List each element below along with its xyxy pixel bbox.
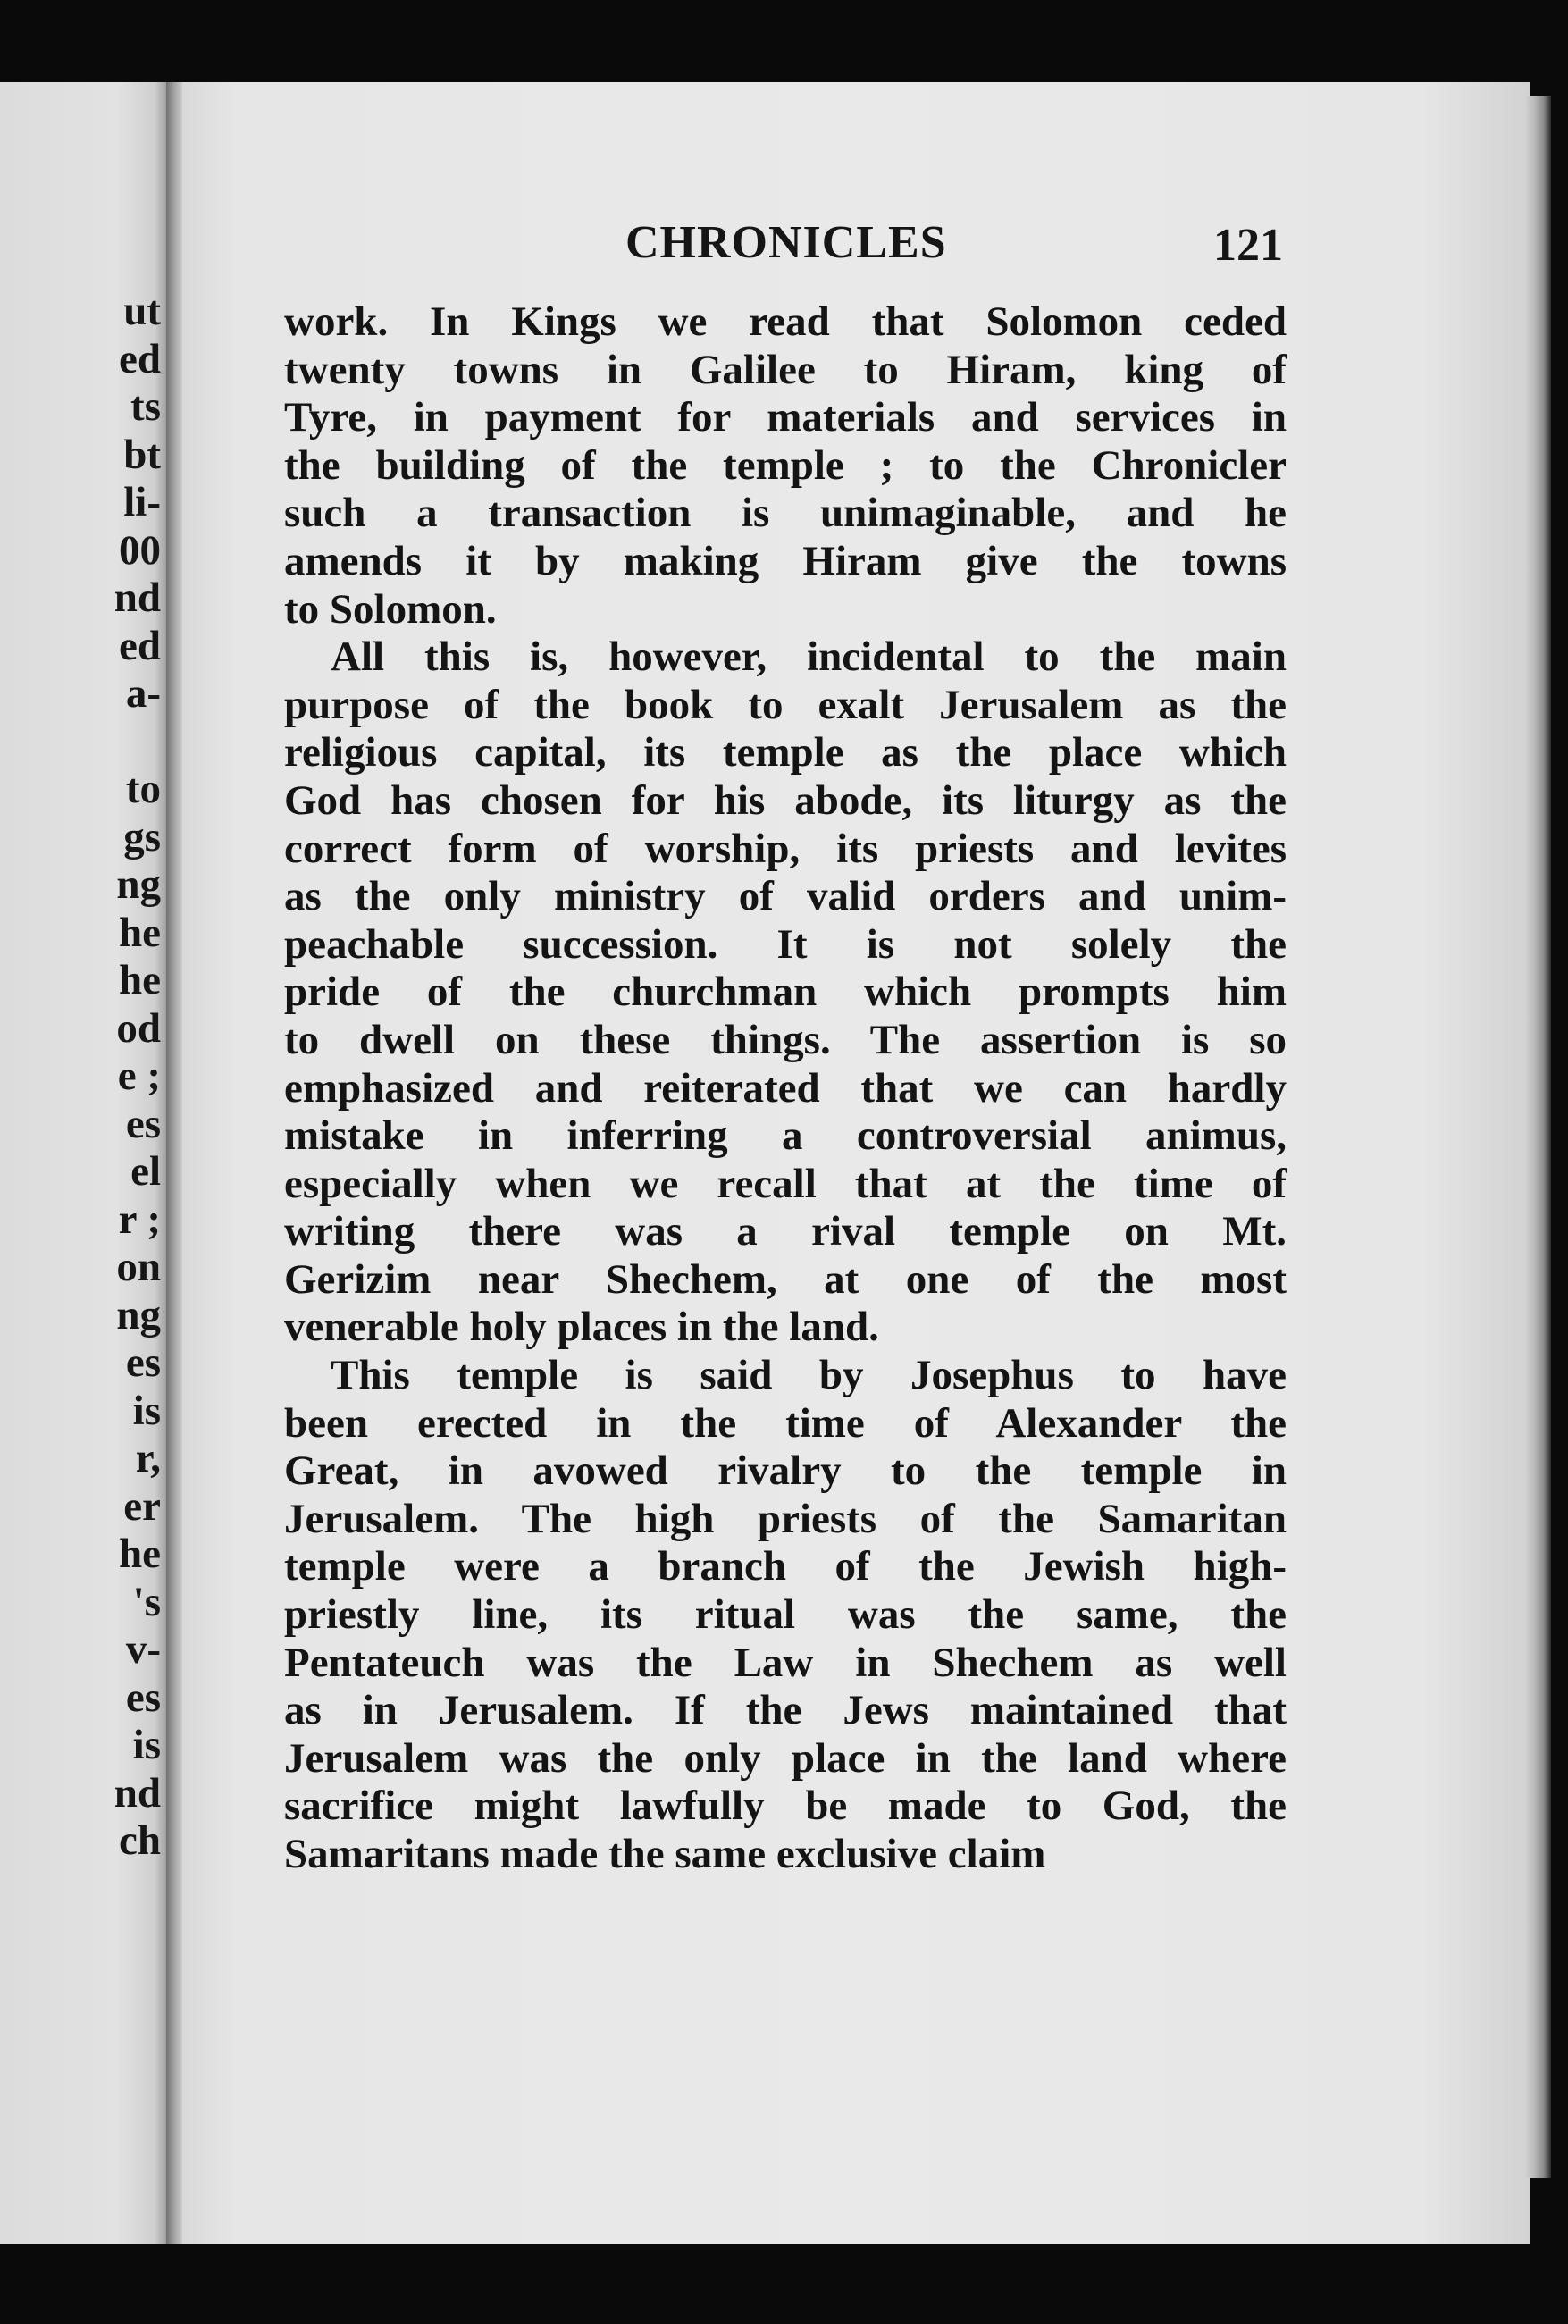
facing-page-fragment: to bbox=[125, 766, 161, 812]
text-line: amends it by making Hiram give the towns bbox=[284, 537, 1287, 584]
facing-page-fragment: ng bbox=[116, 861, 161, 908]
facing-page-fragment: od bbox=[116, 1004, 161, 1052]
text-line: This temple is said by Josephus to have bbox=[331, 1352, 1287, 1399]
text-line: emphasized and reiterated that we can hardly bbox=[284, 1064, 1287, 1112]
running-head: CHRONICLES bbox=[625, 217, 947, 268]
facing-page-fragment: a- bbox=[125, 670, 161, 717]
facing-page-fragment: es bbox=[125, 1339, 161, 1386]
body-text bbox=[284, 298, 1287, 1879]
text-line: Great, in avowed rivalry to the temple in bbox=[284, 1447, 1287, 1495]
text-line: twenty towns in Galilee to Hiram, king of bbox=[284, 346, 1287, 393]
text-line: been erected in the time of Alexander the bbox=[284, 1399, 1287, 1447]
paragraph bbox=[284, 1352, 1287, 1879]
text-line: to dwell on these things. The assertion is so bbox=[284, 1016, 1287, 1063]
paragraph bbox=[284, 298, 1287, 633]
facing-page-fragment: ts bbox=[130, 383, 161, 430]
facing-page-fragment: bt bbox=[123, 431, 161, 478]
text-line: pride of the churchman which prompts him bbox=[284, 969, 1287, 1016]
text-line: temple were a branch of the Jewish high- bbox=[284, 1543, 1287, 1590]
text-line: Gerizim near Shechem, at one of the most bbox=[284, 1255, 1287, 1303]
text-line: especially when we recall that at the time of bbox=[284, 1160, 1287, 1207]
text-line: religious capital, its temple as the place which bbox=[284, 729, 1287, 776]
text-line: Jerusalem was the only place in the land where bbox=[284, 1734, 1287, 1782]
facing-page-fragment: r ; bbox=[118, 1196, 161, 1243]
facing-page-text-fragments bbox=[114, 288, 161, 1866]
facing-page-fragment: nd bbox=[113, 575, 161, 621]
facing-page-fragment: ed bbox=[119, 622, 161, 669]
text-line: Tyre, in payment for materials and services in bbox=[284, 394, 1287, 441]
page-number: 121 bbox=[1213, 220, 1283, 271]
text-line: writing there was a rival temple on Mt. bbox=[284, 1208, 1287, 1255]
facing-page-fragment: ng bbox=[116, 1291, 161, 1338]
text-line: peachable succession. It is not solely the bbox=[284, 920, 1287, 968]
text-line: mistake in inferring a controversial animus, bbox=[284, 1112, 1287, 1160]
text-line: as in Jerusalem. If the Jews maintained that bbox=[284, 1687, 1287, 1734]
text-line: God has chosen for his abode, its liturgy as the bbox=[284, 776, 1287, 824]
text-line: the building of the temple ; to the Chronicler bbox=[284, 441, 1287, 489]
fragment-gap bbox=[114, 718, 161, 767]
paragraph bbox=[284, 633, 1287, 1352]
text-line: correct form of worship, its priests and levites bbox=[284, 825, 1287, 872]
text-line: All this is, however, incidental to the main bbox=[331, 633, 1287, 681]
facing-page-fragment: er bbox=[123, 1482, 161, 1530]
text-line: sacrifice might lawfully be made to God, the bbox=[284, 1783, 1287, 1830]
facing-page-fragment: e ; bbox=[117, 1053, 161, 1099]
facing-page-fragment: r, bbox=[135, 1435, 161, 1481]
facing-page-fragment: el bbox=[130, 1148, 161, 1195]
facing-page-fragment: es bbox=[125, 1100, 161, 1147]
facing-page-fragment: gs bbox=[123, 813, 161, 860]
page-edge-shadow bbox=[1526, 96, 1551, 2178]
facing-page-fragment: he bbox=[119, 957, 161, 1003]
facing-page-fragment: ut bbox=[123, 288, 161, 334]
facing-page-fragment: ch bbox=[119, 1817, 161, 1864]
facing-page-left bbox=[0, 82, 168, 2244]
text-line: priestly line, its ritual was the same, the bbox=[284, 1591, 1287, 1639]
facing-page-fragment: he bbox=[119, 909, 161, 956]
text-line: Samaritans made the same exclusive claim bbox=[284, 1831, 1046, 1877]
text-line: purpose of the book to exalt Jerusalem as the bbox=[284, 681, 1287, 728]
facing-page-fragment: 00 bbox=[119, 526, 161, 574]
facing-page-fragment: li- bbox=[123, 479, 161, 525]
text-line: as the only ministry of valid orders and unim- bbox=[284, 873, 1287, 920]
text-line: to Solomon. bbox=[284, 585, 497, 633]
book-gutter bbox=[166, 82, 184, 2244]
facing-page-fragment: 's bbox=[132, 1578, 161, 1625]
text-line: venerable holy places in the land. bbox=[284, 1304, 879, 1351]
facing-page-fragment: on bbox=[116, 1244, 161, 1290]
text-line: work. In Kings we read that Solomon ceded bbox=[284, 298, 1287, 345]
facing-page-fragment: es bbox=[125, 1674, 161, 1721]
facing-page-fragment: ed bbox=[119, 335, 161, 382]
facing-page-fragment: he bbox=[119, 1531, 161, 1577]
text-line: such a transaction is unimaginable, and he bbox=[284, 490, 1287, 537]
facing-page-fragment: is bbox=[132, 1722, 161, 1768]
text-line: Jerusalem. The high priests of the Samaritan bbox=[284, 1495, 1287, 1542]
facing-page-fragment: is bbox=[132, 1387, 161, 1434]
facing-page-fragment: v- bbox=[125, 1626, 161, 1673]
text-line: Pentateuch was the Law in Shechem as well bbox=[284, 1639, 1287, 1686]
facing-page-fragment: nd bbox=[113, 1769, 161, 1816]
